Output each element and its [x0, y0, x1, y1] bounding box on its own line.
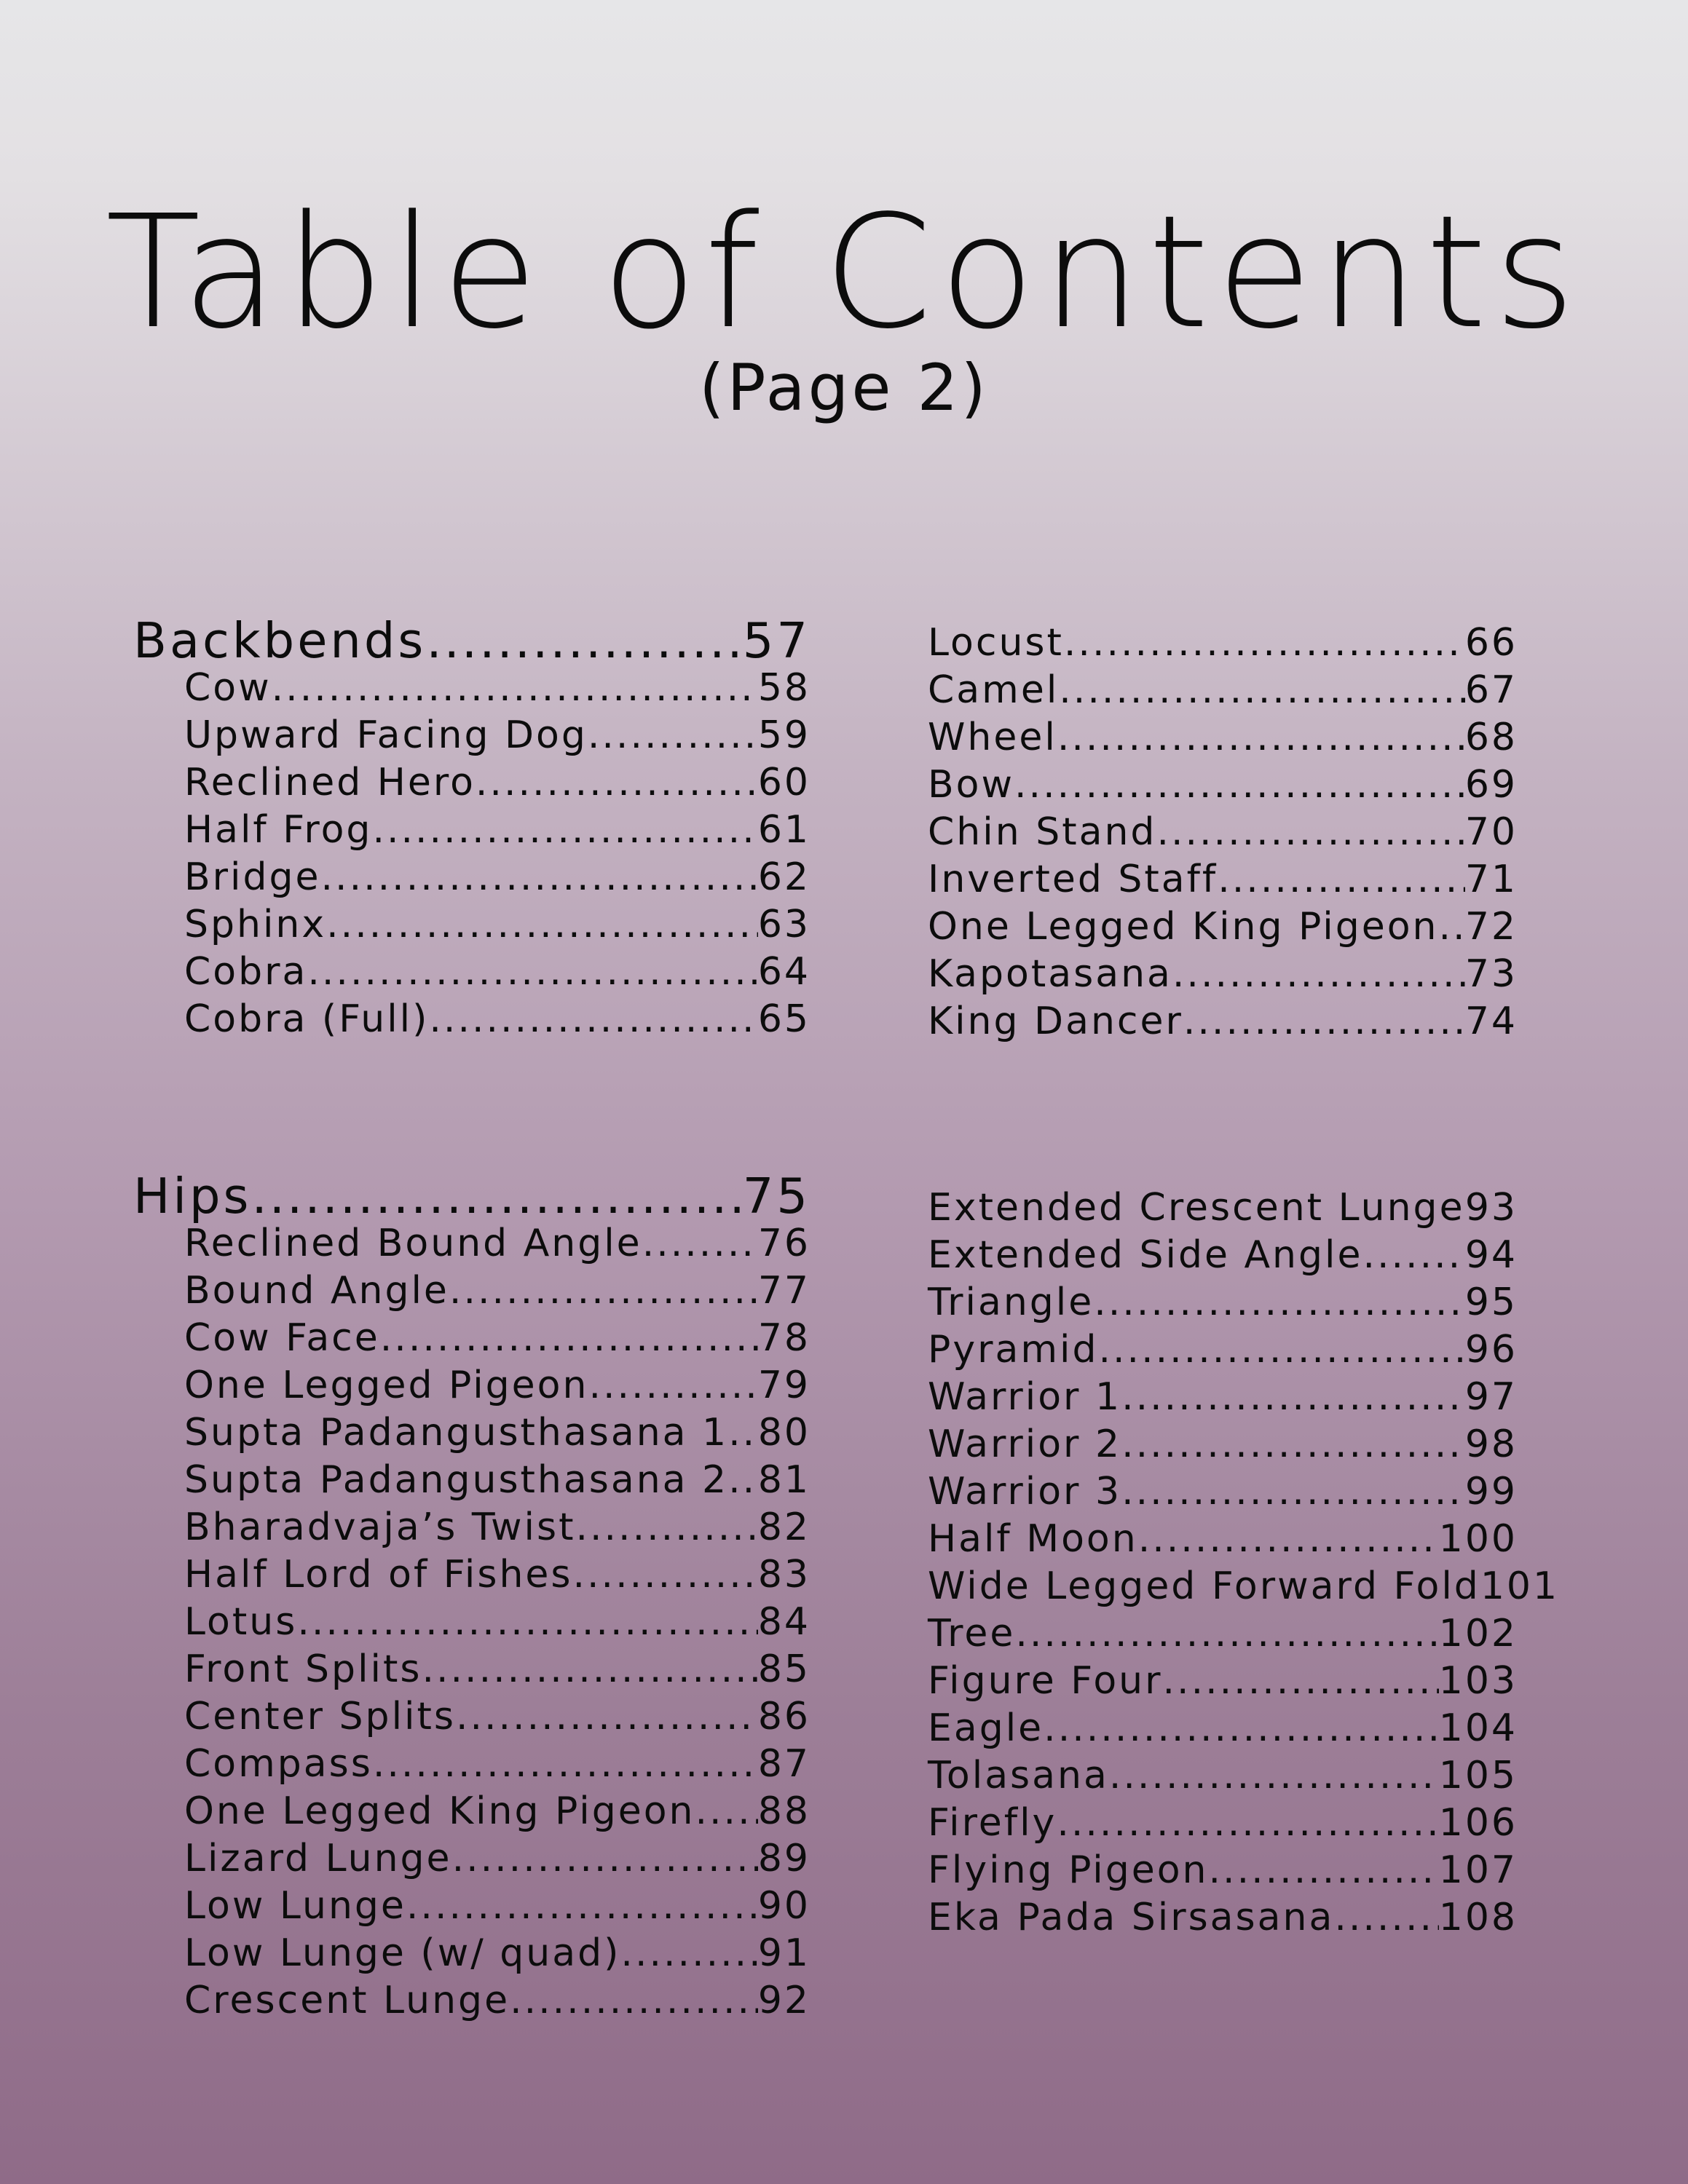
toc-section-hips-continued [928, 1184, 1560, 1942]
toc-entry[interactable] [928, 951, 1518, 998]
toc-section-backbends [133, 612, 811, 1043]
toc-entry-label: Low Lunge [184, 1884, 406, 1928]
toc-entry-label: Half Frog [184, 808, 373, 852]
leader-dots [476, 759, 758, 807]
toc-page-number: 81 [757, 1458, 811, 1502]
toc-page-number: 60 [757, 761, 811, 804]
toc-entry-label: Bow [928, 763, 1015, 807]
toc-entry[interactable] [928, 1752, 1518, 1800]
leader-dots [456, 1693, 758, 1741]
toc-entry[interactable] [133, 1741, 811, 1788]
leader-dots [429, 996, 757, 1043]
toc-page-number: 57 [742, 612, 811, 669]
toc-page-number: 83 [757, 1553, 811, 1597]
toc-page-number: 61 [757, 808, 811, 852]
toc-entry[interactable] [133, 1551, 811, 1599]
toc-entry[interactable] [928, 620, 1518, 667]
toc-entry[interactable] [928, 1374, 1518, 1421]
toc-entry-label: Inverted Staff [928, 858, 1218, 901]
leader-dots [321, 854, 758, 901]
toc-entry[interactable] [133, 1599, 811, 1646]
toc-page-number: 59 [757, 713, 811, 757]
toc-entry-label: Compass [184, 1742, 373, 1786]
toc-entry[interactable] [928, 1800, 1518, 1847]
toc-entry-label: Upward Facing Dog [184, 713, 588, 757]
toc-entry[interactable] [133, 1504, 811, 1551]
toc-page-number: 103 [1438, 1659, 1518, 1703]
leader-dots [372, 807, 757, 854]
leader-dots [642, 1220, 758, 1267]
toc-page-number: 107 [1438, 1848, 1518, 1892]
toc-entry[interactable] [928, 1232, 1518, 1279]
toc-entry[interactable] [928, 1894, 1518, 1942]
toc-page-number: 94 [1464, 1233, 1518, 1277]
leader-dots [620, 1930, 757, 1977]
leader-dots [406, 1883, 758, 1930]
toc-page-number: 82 [757, 1506, 811, 1549]
leader-dots [307, 949, 757, 996]
toc-entry[interactable] [133, 712, 811, 759]
toc-entry-label: One Legged Pigeon [184, 1364, 589, 1407]
leader-dots [1014, 761, 1465, 809]
toc-entry-label: Flying Pigeon [928, 1848, 1209, 1892]
toc-entry[interactable] [133, 996, 811, 1043]
toc-entry[interactable] [133, 1646, 811, 1693]
toc-section-backbends-continued [928, 620, 1518, 1045]
toc-entry[interactable] [133, 1883, 811, 1930]
toc-page-number: 88 [757, 1789, 811, 1833]
toc-page-number: 73 [1464, 952, 1518, 996]
leader-dots [1044, 1705, 1439, 1752]
leader-dots [728, 1409, 758, 1457]
toc-page-number: 77 [757, 1269, 811, 1313]
toc-page-number: 89 [757, 1837, 811, 1880]
toc-page-number: 106 [1438, 1801, 1518, 1845]
toc-entry-label: Tree [928, 1612, 1016, 1655]
toc-entry[interactable] [133, 759, 811, 807]
toc-page-number: 62 [757, 855, 811, 899]
toc-entry-label: Half Lord of Fishes [184, 1553, 573, 1597]
leader-dots [1121, 1468, 1465, 1516]
toc-entry-label: Backbends [133, 612, 427, 669]
toc-entry[interactable] [133, 1220, 811, 1267]
toc-entry-label: Lizard Lunge [184, 1837, 452, 1880]
leader-dots [1209, 1847, 1439, 1894]
toc-page-number: 70 [1464, 810, 1518, 854]
toc-entry[interactable] [928, 1279, 1518, 1326]
toc-entry[interactable] [133, 1977, 811, 2025]
toc-section-heading[interactable] [133, 1168, 811, 1224]
leader-dots [373, 1741, 758, 1788]
toc-entry-label: Bound Angle [184, 1269, 449, 1313]
toc-entry[interactable] [133, 665, 811, 712]
leader-dots [588, 712, 758, 759]
toc-entry-label: Tolasana [928, 1754, 1109, 1797]
leader-dots [297, 1599, 758, 1646]
toc-page-number: 104 [1438, 1706, 1518, 1750]
toc-entry-label: Half Moon [928, 1517, 1138, 1561]
leader-dots [1098, 1326, 1464, 1374]
toc-page-number: 68 [1464, 716, 1518, 759]
toc-entry-label: One Legged King Pigeon [928, 905, 1439, 949]
toc-page-number: 97 [1464, 1375, 1518, 1419]
toc-page-number: 100 [1438, 1517, 1518, 1561]
toc-entry-label: Kapotasana [928, 952, 1172, 996]
leader-dots [449, 1267, 758, 1315]
toc-entry[interactable] [928, 1421, 1518, 1468]
toc-page-number: 69 [1464, 763, 1518, 807]
toc-page-number: 102 [1438, 1612, 1518, 1655]
toc-entry[interactable] [133, 1835, 811, 1883]
toc-entry[interactable] [133, 1693, 811, 1741]
toc-entry[interactable] [133, 807, 811, 854]
toc-entry[interactable] [928, 1468, 1518, 1516]
toc-entry-label: Eagle [928, 1706, 1044, 1750]
leader-dots [1362, 1232, 1464, 1279]
toc-entry[interactable] [133, 1362, 811, 1409]
toc-page-number: 66 [1464, 621, 1518, 665]
toc-page-number: 93 [1464, 1186, 1518, 1230]
toc-page-number: 99 [1464, 1470, 1518, 1514]
leader-dots [1094, 1279, 1465, 1326]
toc-page-number: 71 [1464, 858, 1518, 901]
toc-entry[interactable] [928, 1184, 1518, 1232]
toc-page-number: 67 [1464, 668, 1518, 712]
toc-entry-label: Pyramid [928, 1328, 1099, 1372]
toc-entry-label: Bridge [184, 855, 321, 899]
leader-dots [1109, 1752, 1439, 1800]
toc-page-number: 65 [757, 997, 811, 1041]
leader-dots [1163, 1658, 1439, 1705]
toc-page-number: 86 [757, 1695, 811, 1738]
leader-dots [1438, 903, 1464, 951]
leader-dots [426, 617, 742, 665]
toc-entry-label: Supta Padangusthasana 1 [184, 1411, 729, 1455]
toc-entry[interactable] [928, 1705, 1518, 1752]
toc-entry[interactable] [928, 1563, 1560, 1610]
toc-entry-label: Camel [928, 668, 1060, 712]
toc-entry-label: Reclined Bound Angle [184, 1222, 642, 1265]
toc-entry-label: Hips [133, 1168, 252, 1224]
toc-entry[interactable] [928, 1326, 1518, 1374]
toc-entry-label: King Dancer [928, 1000, 1183, 1043]
toc-entry-label: Cow Face [184, 1316, 380, 1360]
toc-entry[interactable] [133, 949, 811, 996]
toc-entry[interactable] [133, 854, 811, 901]
leader-dots [251, 1173, 742, 1220]
toc-entry-label: Locust [928, 621, 1064, 665]
toc-entry-label: Lotus [184, 1600, 298, 1644]
toc-page-number: 78 [757, 1316, 811, 1360]
toc-entry[interactable] [133, 1930, 811, 1977]
toc-entry-label: Center Splits [184, 1695, 456, 1738]
toc-entry-label: Bharadvaja’s Twist [184, 1506, 576, 1549]
leader-dots [728, 1457, 758, 1504]
toc-entry[interactable] [928, 998, 1518, 1045]
toc-entry[interactable] [928, 667, 1518, 714]
leader-dots [1057, 1800, 1438, 1847]
toc-page-number: 95 [1464, 1281, 1518, 1324]
leader-dots [422, 1646, 757, 1693]
toc-entry[interactable] [133, 1409, 811, 1457]
toc-entry-label: Sphinx [184, 903, 327, 946]
leader-dots [452, 1835, 758, 1883]
leader-dots [1334, 1894, 1438, 1942]
toc-entry-label: Warrior 2 [928, 1423, 1122, 1466]
toc-page-number: 79 [757, 1364, 811, 1407]
toc-entry[interactable] [928, 1610, 1518, 1658]
toc-page-number: 98 [1464, 1423, 1518, 1466]
toc-entry-label: Front Splits [184, 1647, 422, 1691]
leader-dots [1156, 809, 1464, 856]
toc-page-number: 63 [757, 903, 811, 946]
leader-dots [1218, 856, 1465, 903]
toc-entry-label: Chin Stand [928, 810, 1157, 854]
toc-page-number: 76 [757, 1222, 811, 1265]
toc-entry-label: Eka Pada Sirsasana [928, 1896, 1335, 1939]
leader-dots [1064, 620, 1465, 667]
toc-entry[interactable] [928, 1847, 1518, 1894]
toc-entry-label: One Legged King Pigeon [184, 1789, 695, 1833]
toc-page-number: 92 [757, 1979, 811, 2022]
toc-page-number: 105 [1438, 1754, 1518, 1797]
leader-dots [1057, 714, 1465, 761]
toc-page-number: 75 [742, 1168, 811, 1224]
toc-entry-label: Reclined Hero [184, 761, 476, 804]
toc-page-number: 101 [1480, 1564, 1560, 1608]
leader-dots [380, 1315, 758, 1362]
toc-entry[interactable] [133, 1315, 811, 1362]
toc-page-number: 64 [757, 950, 811, 994]
page-subtitle: (Page 2) [699, 350, 989, 425]
toc-page-number: 90 [757, 1884, 811, 1928]
toc-page-number: 87 [757, 1742, 811, 1786]
toc-section-heading[interactable] [133, 612, 811, 669]
leader-dots [1121, 1421, 1465, 1468]
leader-dots [1015, 1610, 1438, 1658]
toc-entry-label: Wheel [928, 716, 1057, 759]
toc-page-number: 96 [1464, 1328, 1518, 1372]
toc-section-hips [133, 1168, 811, 2025]
toc-page-number: 84 [757, 1600, 811, 1644]
toc-entry-label: Cow [184, 666, 272, 710]
toc-entry[interactable] [928, 761, 1518, 809]
leader-dots [272, 665, 758, 712]
toc-entry-label: Cobra [184, 950, 308, 994]
leader-dots [510, 1977, 758, 2025]
leader-dots [572, 1551, 757, 1599]
leader-dots [695, 1788, 757, 1835]
toc-entry-label: Triangle [928, 1281, 1095, 1324]
toc-entry-label: Cobra (Full) [184, 997, 430, 1041]
toc-entry[interactable] [928, 856, 1518, 903]
leader-dots [1183, 998, 1465, 1045]
toc-entry-label: Extended Crescent Lunge [928, 1186, 1465, 1230]
leader-dots [1059, 667, 1465, 714]
toc-entry-label: Extended Side Angle [928, 1233, 1363, 1277]
leader-dots [326, 901, 758, 949]
leader-dots [588, 1362, 757, 1409]
toc-page-number: 91 [757, 1931, 811, 1975]
leader-dots [575, 1504, 757, 1551]
toc-entry-label: Warrior 1 [928, 1375, 1122, 1419]
toc-page-number: 74 [1464, 1000, 1518, 1043]
leader-dots [1172, 951, 1465, 998]
leader-dots [1138, 1516, 1439, 1563]
toc-entry-label: Figure Four [928, 1659, 1163, 1703]
toc-page-number: 108 [1438, 1896, 1518, 1939]
toc-page-number: 85 [757, 1647, 811, 1691]
page-title: Table of Contents [105, 182, 1583, 363]
toc-entry[interactable] [928, 1658, 1518, 1705]
toc-entry-label: Warrior 3 [928, 1470, 1122, 1514]
toc-entry[interactable] [133, 1267, 811, 1315]
toc-entry[interactable] [133, 1788, 811, 1835]
leader-dots [1121, 1374, 1465, 1421]
toc-entry[interactable] [133, 901, 811, 949]
toc-entry[interactable] [928, 903, 1518, 951]
toc-entry[interactable] [928, 809, 1518, 856]
toc-page-number: 58 [757, 666, 811, 710]
toc-entry-label: Supta Padangusthasana 2 [184, 1458, 729, 1502]
toc-entry-label: Crescent Lunge [184, 1979, 510, 2022]
toc-entry[interactable] [928, 1516, 1518, 1563]
toc-page-number: 80 [757, 1411, 811, 1455]
toc-entry-label: Low Lunge (w/ quad) [184, 1931, 621, 1975]
toc-entry[interactable] [928, 714, 1518, 761]
toc-entry-label: Wide Legged Forward Fold [928, 1564, 1480, 1608]
toc-entry[interactable] [133, 1457, 811, 1504]
toc-entry-label: Firefly [928, 1801, 1057, 1845]
toc-page-number: 72 [1464, 905, 1518, 949]
